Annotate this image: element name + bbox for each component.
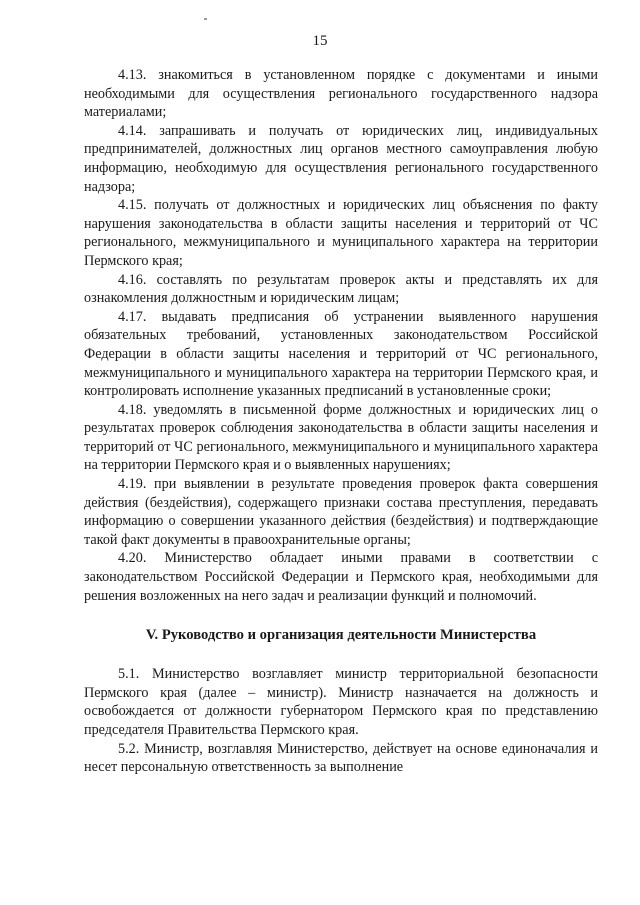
scan-mark [204,18,207,20]
paragraph-4-18: 4.18. уведомлять в письменной форме должностных и юридических лиц о результатах проверок соблюдения законодательства в области защиты населения и территорий от ЧС регионального, межмуниципального и муниципального характера на территории Пермского края и о выявленных нарушениях; [84,401,598,474]
paragraph-4-19: 4.19. при выявлении в результате проведения проверок факта совершения действия (бездействия), содержащего признаки состава преступления, передавать информацию о совершении указанного действия (бездействия) и подтверждающие такой факт документы в правоохранительные органы; [84,476,598,548]
paragraph-5-1: 5.1. Министерство возглавляет министр территориальной безопасности Пермского края (далее – министр). Министр назначается на должность и освобождается от должности губернатором Пермского края по представлению председателя Правительства Пермского края. [84,666,598,738]
paragraph-4-15: 4.15. получать от должностных и юридических лиц объяснения по факту нарушения законодательства в области защиты населения и территорий от ЧС регионального, межмуниципального и муниципального характера на территории Пермского края; [84,197,598,269]
paragraph-4-16: 4.16. составлять по результатам проверок акты и представлять их для ознакомления должностным и юридическим лицам; [84,271,598,307]
paragraph-4-20: 4.20. Министерство обладает иными правами в соответствии с законодательством Российской Федерации и Пермского края, необходимыми для решения возложенных на него задач и реализации функций и полномочий. [84,550,598,604]
paragraph-5-2: 5.2. Министр, возглавляя Министерство, действует на основе единоначалия и несет персональную ответственность за выполнение [84,740,598,776]
paragraph-4-14: 4.14. запрашивать и получать от юридических лиц, индивидуальных предпринимателей, должностных лиц органов местного самоуправления любую информацию, необходимую для осуществления регионального государственного надзора; [84,122,598,195]
document-body [84,66,598,777]
paragraph-4-17: 4.17. выдавать предписания об устранении выявленного нарушения обязательных требований, установленных законодательством Российской Федерации в области защиты населения и территорий от ЧС регионального, межмуниципального и муниципального характера на территории Пермского края, и контролировать исполнение указанных предписаний в установленные сроки; [84,308,598,400]
paragraph-4-13: 4.13. знакомиться в установленном порядке с документами и иными необходимыми для осуществления регионального государственного надзора материалами; [84,67,598,121]
page-number: 15 [312,33,328,49]
section-heading: V. Руководство и организация деятельности Министерства [145,627,537,644]
